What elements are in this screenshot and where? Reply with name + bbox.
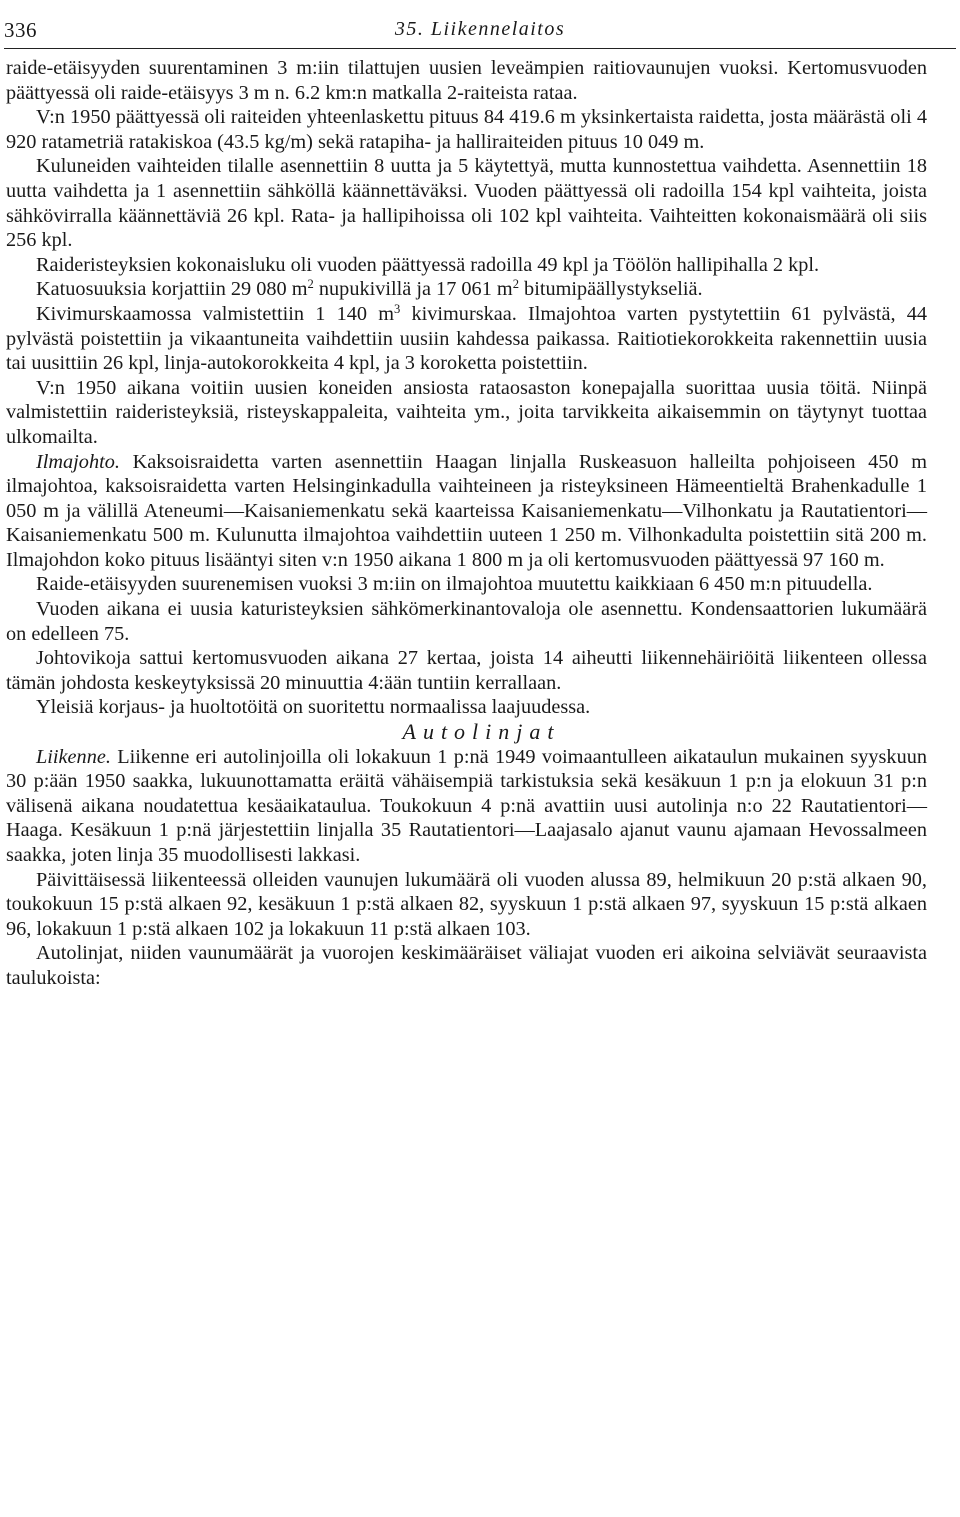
text-run: Liikenne eri autolinjoilla oli lokakuun 1 p:nä 1949 voimaantulleen aikataulun mukainen syyskuun 30 p:ään 1950 saakka, lukuunottamatta eräitä vähäisempiä tarkistuksia sekä kesäkuun 1 p:n ja elokuun 31 p:n välisenä aikana noudatettua kesäaikataulua. Toukokuun 4 p:nä avattiin uusi autolinja n:o 22 Rautatientori—Haaga. Kesäkuun 1 p:nä järjestettiin linjalla 35 Rautatientori—Laajasalo ajanut vaunu ajamaan Hevossalmeen saakka, joten linja 35 muodollisesti lakkasi.: [6, 745, 927, 866]
paragraph-lead: Ilmajohto.: [36, 450, 120, 473]
superscript: 3: [393, 302, 401, 317]
paragraph: Raide-etäisyyden suurenemisen vuoksi 3 m:iin on ilmajohtoa muutettu kaikkiaan 6 450 m:n pituudella.: [36, 573, 873, 596]
superscript: 2: [512, 277, 519, 292]
paragraph: [6, 450, 927, 573]
body-text: [6, 56, 927, 991]
text-run: Katuosuuksia korjattiin 29 080 m: [36, 278, 308, 301]
paragraph: raide-etäisyyden suurentaminen 3 m:iin tilattujen uusien leveämpien raitiovaunujen vuoksi. Kertomusvuoden päättyessä oli raide-etäisyys 3 m n. 6.2 km:n matkalla 2-raiteista rataa.: [6, 57, 927, 104]
text-run: Kivimurskaamossa valmistettiin 1 140 m: [36, 302, 394, 325]
paragraph: Vuoden aikana ei uusia katuristeyksien sähkömerkinantovaloja ole asennettu. Kondensaattorien lukumäärä on edelleen 75.: [6, 598, 927, 645]
page-number: 336: [4, 18, 37, 42]
paragraph: Yleisiä korjaus- ja huoltotöitä on suoritettu normaalissa laajuudessa.: [36, 696, 591, 719]
running-head: 35. Liikennelaitos: [394, 18, 566, 40]
text-run: Kaksoisraidetta varten asennettiin Haagan linjalla Ruskeasuon halleilta pohjoiseen 450 m ilmajohtoa, kaksoisraidetta varten Helsinginkadulla vaihteineen ja risteyksineen Hämeentieltä Brahenkadulle 1 050 m ja välillä Ateneumi—Kaisaniemenkatu sekä kaarteissa Kaisaniemenkatu—Vilhonkatu ja Rautatientori—Kaisaniemenkatu 500 m. Kulunutta ilmajohtoa vaihdettiin uuteen 1 250 m. Vilhonkadulta poistettiin sitä 200 m. Ilmajohdon koko pituus lisääntyi siten v:n 1950 aikana 1 800 m ja oli kertomusvuoden päättyessä 97 160 m.: [6, 450, 927, 571]
paragraph: [6, 302, 927, 376]
header-rule: [4, 48, 956, 49]
paragraph: Päivittäisessä liikenteessä olleiden vaunujen lukumäärä oli vuoden alussa 89, helmikuun 20 p:stä alkaen 90, toukokuun 15 p:stä alkaen 92, kesäkuun 1 p:stä alkaen 82, syyskuun 1 p:stä alkaen 97, syyskuun 15 p:stä alkaen 96, lokakuun 1 p:stä alkaen 102 ja lokakuun 11 p:stä alkaen 103.: [6, 868, 927, 940]
paragraph-lead: Liikenne.: [36, 745, 111, 768]
text-run: bitumipäällystykseliä.: [518, 278, 703, 301]
paragraph: [6, 277, 927, 302]
paragraph: Kuluneiden vaihteiden tilalle asennettiin 8 uutta ja 5 käytettyä, mutta kunnostettua vaihdetta. Asennettiin 18 uutta vaihdetta ja 1 asennettiin sähköllä käännettäväksi. Vuoden päättyessä oli radoilla 154 kpl vaihteita, joista sähkövirralla käännettäviä 26 kpl. Rata- ja hallipihoissa oli 102 kpl vaihteita. Vaihteitten kokonaismäärä oli siis 256 kpl.: [6, 155, 927, 252]
paragraph: V:n 1950 päättyessä oli raiteiden yhteenlaskettu pituus 84 419.6 m yksinkertaista raidetta, josta määrästä oli 4 920 ratametriä ratakiskoa (43.5 kg/m) sekä ratapiha- ja halliraiteiden pituus 10 049 m.: [6, 106, 927, 153]
superscript: 2: [307, 277, 314, 292]
paragraph: Autolinjat, niiden vaunumäärät ja vuorojen keskimääräiset väliajat vuoden eri aikoina selviävät seuraavista taulukoista:: [6, 942, 927, 989]
paragraph: [6, 745, 927, 868]
paragraph: Raideristeyksien kokonaisluku oli vuoden päättyessä radoilla 49 kpl ja Töölön hallipihalla 2 kpl.: [36, 253, 820, 276]
text-run: nupukivillä ja 17 061 m: [313, 278, 513, 301]
paragraph: V:n 1950 aikana voitiin uusien koneiden ansiosta rataosaston konepajalla suorittaa uusia töitä. Niinpä valmistettiin raideristeyksiä, risteyskappaleita, vaihteita ym., joita tarvikkeita aikaisemmin on täytynyt tuottaa ulkomailta.: [6, 376, 927, 448]
text-run: kivimurskaa. Ilmajohtoa varten pystytettiin 61 pylvästä, 44 pylvästä poistettiin ja vikaantuneita vaihdettiin uusiin kahdessa paikassa. Raitiotiekorokkeita rakennettiin uusia tai uusittiin 26 kpl, linja-autokorokkeita 4 kpl, ja 3 koroketta poistettiin.: [6, 302, 927, 375]
page-header: [4, 18, 956, 48]
section-title: Autolinjat: [402, 719, 561, 745]
paragraph: Johtovikoja sattui kertomusvuoden aikana 27 kertaa, joista 14 aiheutti liikennehäiriöitä liikenteen ollessa tämän johdosta keskeytyksissä 20 minuuttia 4:ään tuntiin kerrallaan.: [6, 647, 927, 694]
